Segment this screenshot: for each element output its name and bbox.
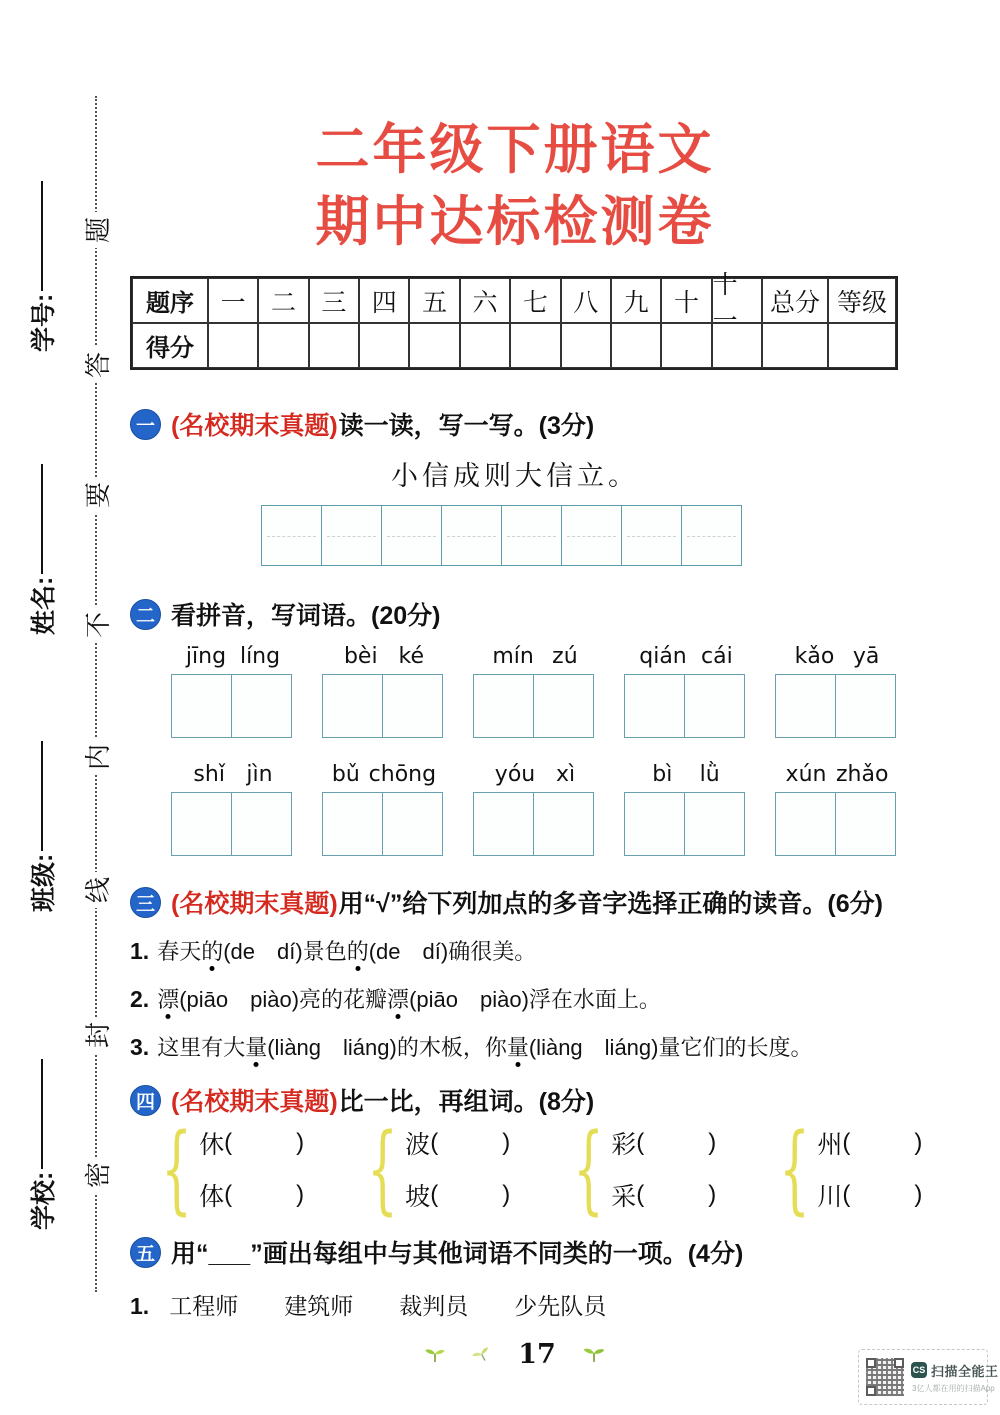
writing-grid: [262, 505, 900, 566]
section-1-tag: (名校期末真题): [171, 412, 338, 440]
compare-group: [558, 1113, 717, 1225]
writing-box: [681, 505, 743, 566]
copy-sentence: 小信成则大信立。: [391, 461, 639, 491]
score-cell: [359, 323, 409, 368]
compare-char: 川: [817, 1183, 843, 1211]
pinyin-group: [474, 644, 596, 738]
word-option: 裁判员: [399, 1293, 469, 1319]
sprout-icon: [469, 1342, 495, 1367]
section-2-badge: 二: [130, 599, 161, 630]
dotted-char: 漂: [387, 987, 410, 1012]
section-4-groups: [146, 1113, 923, 1225]
margin-field: [27, 712, 57, 912]
score-column-header: 十: [661, 278, 711, 323]
compare-column: [199, 1125, 304, 1213]
word-box: [231, 674, 293, 738]
section-1-heading: [130, 406, 900, 442]
main-content: [130, 0, 923, 1370]
compare-row: [405, 1125, 510, 1161]
compare-char: 休: [199, 1131, 225, 1159]
score-column-header: 八: [561, 278, 611, 323]
word-box: [171, 792, 233, 856]
score-column-header: 三: [309, 278, 359, 323]
score-cell: [510, 323, 560, 368]
compare-char: 波: [405, 1131, 431, 1159]
word-box-pair: [474, 792, 596, 856]
word-box: [835, 674, 897, 738]
pinyin-group: [776, 762, 898, 856]
blank-line: [41, 464, 43, 574]
word-box: [775, 674, 837, 738]
qr-code-icon: [866, 1358, 904, 1396]
section-2-title: 看拼音，写词语。(20分): [171, 602, 441, 630]
word-box: [322, 792, 384, 856]
section-3-heading: [130, 884, 900, 920]
word-box: [473, 674, 535, 738]
section-5-item-1: [130, 1288, 900, 1321]
word-box-pair: [474, 674, 596, 738]
paren-open: (: [224, 1181, 233, 1208]
item-number: 2.: [130, 986, 150, 1012]
pinyin-labels: [776, 762, 898, 787]
pinyin-labels: [323, 762, 445, 787]
item-text: (de dí)确很美。: [368, 939, 537, 964]
pinyin-group: [323, 644, 445, 738]
paren-open: (: [842, 1129, 851, 1156]
title-line-2: 期中达标检测卷: [315, 192, 715, 252]
paren-open: (: [636, 1181, 645, 1208]
pinyin-syllable: jìn: [246, 762, 273, 787]
writing-box: [561, 505, 623, 566]
writing-box: [321, 505, 383, 566]
blank-line: [41, 181, 43, 291]
section-3-items: [130, 935, 900, 1064]
writing-box: [621, 505, 683, 566]
compare-row: [199, 1177, 304, 1213]
word-box: [684, 792, 746, 856]
margin-field-label: 学号:: [30, 293, 58, 352]
camscanner-watermark: [858, 1349, 999, 1405]
score-row-label: 得分: [132, 323, 208, 368]
score-cell: [762, 323, 828, 368]
word-box-pair: [172, 792, 294, 856]
writing-box: [261, 505, 323, 566]
word-box-pair: [625, 674, 747, 738]
word-option: 工程师: [169, 1293, 239, 1319]
item-text: 这里有大: [157, 1035, 246, 1060]
pinyin-group: [625, 762, 747, 856]
section-5-item-words: [169, 1288, 606, 1321]
writing-box: [501, 505, 563, 566]
blank-line: [41, 741, 43, 851]
page-number: 17: [518, 1339, 556, 1370]
section-3-title: 用“√”给下列加点的多音字选择正确的读音。(6分): [338, 890, 883, 918]
item-text: (liàng liáng)的木板，你: [267, 1035, 507, 1060]
pinyin-group: [172, 644, 294, 738]
pinyin-syllable: shǐ: [193, 762, 225, 787]
score-cell: [828, 323, 896, 368]
score-cell: [712, 323, 762, 368]
brace-icon: {: [779, 1113, 811, 1225]
score-cell: [309, 323, 359, 368]
section-5-badge: 五: [130, 1237, 161, 1268]
paren-open: (: [430, 1129, 439, 1156]
compare-char: 采: [611, 1183, 637, 1211]
seal-text-char: 题: [79, 212, 113, 248]
item-text: (de dí)景色: [223, 939, 347, 964]
compare-column: [405, 1125, 510, 1213]
margin-field-label: 学校:: [30, 1171, 58, 1230]
section-5-heading: [130, 1234, 900, 1270]
word-box: [624, 674, 686, 738]
brace-icon: {: [367, 1113, 398, 1225]
compare-char: 坡: [405, 1183, 431, 1211]
score-header-label: 题序: [132, 278, 208, 323]
word-box: [322, 674, 384, 738]
score-cell: [258, 323, 308, 368]
compare-column: [611, 1125, 716, 1213]
item-number: 3.: [130, 1034, 150, 1060]
word-box: [624, 792, 686, 856]
score-cell: [561, 323, 611, 368]
paren-open: (: [636, 1129, 645, 1156]
item-text: 春天: [157, 939, 202, 964]
paren-close: ): [296, 1181, 305, 1208]
dotted-char: 漂: [157, 987, 180, 1012]
word-box: [171, 674, 233, 738]
pinyin-syllable: chōng: [368, 762, 437, 787]
margin-field: [27, 435, 57, 635]
word-box: [473, 792, 535, 856]
item-text: (piāo piào)浮在水面上。: [409, 987, 661, 1012]
score-cell: [611, 323, 661, 368]
compare-row: [611, 1177, 716, 1213]
word-box: [835, 792, 897, 856]
paren-open: (: [430, 1181, 439, 1208]
paren-close: ): [914, 1181, 923, 1208]
seal-text-char: 答: [79, 347, 113, 383]
score-column-header: 总分: [762, 278, 828, 323]
polyphone-item: [130, 1031, 900, 1064]
word-box: [775, 792, 837, 856]
word-box: [231, 792, 293, 856]
pinyin-syllable: jīng: [185, 644, 227, 669]
section-5-title: 用“___”画出每组中与其他词语不同类的一项。(4分): [171, 1240, 744, 1268]
paren-close: ): [502, 1181, 511, 1208]
polyphone-item: [130, 983, 900, 1016]
writing-box: [441, 505, 503, 566]
paren-close: ): [296, 1129, 305, 1156]
word-box-pair: [776, 674, 898, 738]
pinyin-group: [172, 762, 294, 856]
paren-close: ): [914, 1129, 923, 1156]
score-cell: [208, 323, 258, 368]
seal-text-char: 不: [79, 607, 113, 643]
seal-text-char: 线: [79, 872, 113, 908]
word-box: [533, 792, 595, 856]
section-2-heading: [130, 596, 900, 632]
seal-text-char: 封: [79, 1017, 113, 1053]
pinyin-syllable: xì: [556, 762, 576, 787]
score-column-header: 二: [258, 278, 308, 323]
score-cell: [409, 323, 459, 368]
score-column-header: 五: [409, 278, 459, 323]
pinyin-group: [474, 762, 596, 856]
compare-char: 州: [817, 1131, 843, 1159]
sprout-icon: [582, 1344, 606, 1365]
compare-row: [817, 1125, 922, 1161]
brace-icon: {: [161, 1113, 192, 1225]
section-3-badge: 三: [130, 887, 161, 918]
compare-group: [146, 1113, 305, 1225]
dotted-char: 的: [346, 939, 369, 964]
blank-line: [41, 1059, 43, 1169]
score-column-header: 十一: [712, 278, 762, 323]
word-box: [382, 792, 444, 856]
seal-text-char: 密: [79, 1157, 113, 1193]
word-box: [533, 674, 595, 738]
compare-char: 体: [199, 1183, 225, 1211]
pinyin-syllable: mín: [492, 644, 534, 669]
pinyin-labels: [474, 762, 596, 787]
section-1-title: 读一读，写一写。(3分): [338, 412, 595, 440]
pinyin-syllable: zhǎo: [836, 762, 889, 787]
pinyin-syllable: qián: [639, 644, 687, 669]
section-1-badge: 一: [130, 409, 161, 440]
word-box-pair: [776, 792, 898, 856]
title-line-1: 二年级下册语文: [315, 120, 715, 180]
pinyin-syllable: cái: [701, 644, 733, 669]
section-4-title: 比一比，再组词。(8分): [338, 1088, 595, 1116]
camscanner-logo-icon: CS: [911, 1362, 927, 1378]
section-4-badge: 四: [130, 1085, 161, 1116]
qr-finder-pattern: [866, 1386, 876, 1396]
paren-open: (: [842, 1181, 851, 1208]
writing-box: [381, 505, 443, 566]
score-column-header: 一: [208, 278, 258, 323]
pinyin-labels: [323, 644, 445, 669]
score-column-header: 九: [611, 278, 661, 323]
pinyin-labels: [474, 644, 596, 669]
margin-field-label: 姓名:: [30, 576, 58, 635]
pinyin-labels: [776, 644, 898, 669]
pinyin-labels: [172, 644, 294, 669]
margin-field: [27, 1030, 57, 1230]
pinyin-syllable: líng: [239, 644, 281, 669]
pinyin-syllable: yóu: [494, 762, 536, 787]
item-text: (liàng liáng)量它们的长度。: [528, 1035, 813, 1060]
pinyin-labels: [625, 762, 747, 787]
compare-column: [817, 1125, 922, 1213]
pinyin-syllable: bì: [652, 762, 673, 787]
word-option: 建筑师: [284, 1293, 354, 1319]
item-number: 1.: [130, 1293, 150, 1319]
pinyin-syllable: xún: [785, 762, 827, 787]
brace-icon: {: [573, 1113, 604, 1225]
pinyin-syllable: bǔ: [331, 762, 360, 787]
item-number: 1.: [130, 938, 150, 964]
section-3-tag: (名校期末真题): [171, 890, 338, 918]
word-box-pair: [323, 792, 445, 856]
score-column-header: 七: [510, 278, 560, 323]
pinyin-group: [323, 762, 445, 856]
compare-group: [352, 1113, 511, 1225]
item-text: (piāo piào)亮的花瓣: [179, 987, 388, 1012]
word-box-pair: [172, 674, 294, 738]
pinyin-labels: [625, 644, 747, 669]
word-box: [684, 674, 746, 738]
seal-text-char: 内: [79, 739, 113, 775]
pinyin-group: [776, 644, 898, 738]
compare-group: [764, 1113, 923, 1225]
camscanner-subtitle: 3亿人都在用的扫描App: [912, 1383, 995, 1393]
compare-row: [611, 1125, 716, 1161]
paren-close: ): [502, 1129, 511, 1156]
qr-finder-pattern: [866, 1358, 876, 1368]
pinyin-row-2: [172, 762, 900, 856]
score-cell: [460, 323, 510, 368]
score-column-header: 六: [460, 278, 510, 323]
camscanner-app-name: 扫描全能王: [931, 1363, 999, 1379]
compare-row: [817, 1177, 922, 1213]
compare-char: 彩: [611, 1131, 637, 1159]
seal-text-char: 要: [79, 477, 113, 513]
word-box-pair: [625, 792, 747, 856]
pinyin-group: [625, 644, 747, 738]
page-footer: [130, 1339, 900, 1370]
paren-close: ): [708, 1181, 717, 1208]
page-title: [130, 114, 900, 258]
dotted-char: 量: [245, 1035, 268, 1060]
dotted-char: 的: [201, 939, 224, 964]
score-column-header: 等级: [828, 278, 896, 323]
score-column-header: 四: [359, 278, 409, 323]
compare-row: [199, 1125, 304, 1161]
pinyin-syllable: kǎo: [794, 644, 835, 669]
seal-dotted-line: [95, 96, 97, 1292]
word-box: [382, 674, 444, 738]
pinyin-syllable: zú: [552, 644, 578, 669]
margin-field-label: 班级:: [30, 853, 58, 912]
score-table: [130, 270, 898, 370]
compare-row: [405, 1177, 510, 1213]
pinyin-syllable: ké: [398, 644, 425, 669]
word-box-pair: [323, 674, 445, 738]
score-cell: [661, 323, 711, 368]
dotted-char: 量: [506, 1035, 529, 1060]
margin-field: [27, 152, 57, 352]
pinyin-row-1: [172, 644, 900, 738]
pinyin-labels: [172, 762, 294, 787]
pinyin-syllable: yā: [852, 644, 880, 669]
qr-finder-pattern: [894, 1358, 904, 1368]
paren-open: (: [224, 1129, 233, 1156]
pinyin-syllable: bèi: [343, 644, 378, 669]
word-option: 少先队员: [514, 1293, 607, 1319]
polyphone-item: [130, 935, 900, 968]
section-4-tag: (名校期末真题): [171, 1088, 338, 1116]
pinyin-syllable: lǜ: [699, 762, 720, 787]
paren-close: ): [708, 1129, 717, 1156]
sprout-icon: [424, 1345, 446, 1365]
